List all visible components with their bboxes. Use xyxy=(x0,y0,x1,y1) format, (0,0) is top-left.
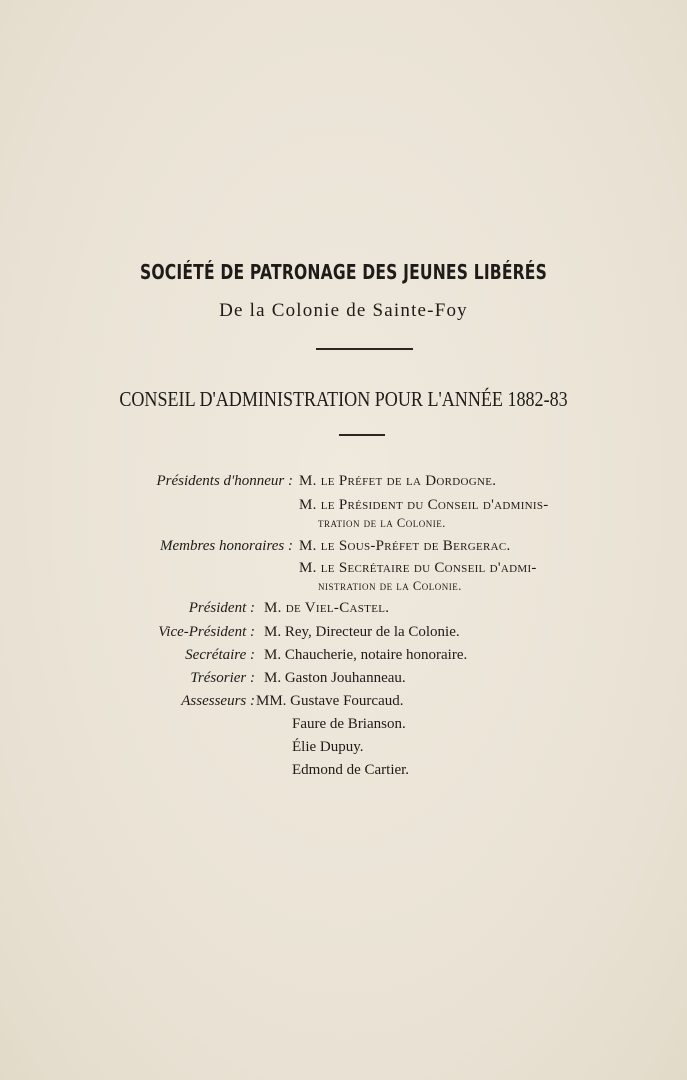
member-entry: Élie Dupuy. xyxy=(292,739,364,755)
member-entry: M. le Secrétaire du Conseil d'admi- xyxy=(299,560,537,576)
member-entry: M. le Président du Conseil d'adminis- xyxy=(299,497,549,513)
role-label-honorary-members: Membres honoraires : xyxy=(159,538,293,554)
member-entry: Faure de Brianson. xyxy=(292,716,406,732)
member-entry: M. le Sous-Préfet de Bergerac. xyxy=(299,538,511,554)
role-label-vice-president: Vice-Président : xyxy=(158,624,255,640)
member-entry: Edmond de Cartier. xyxy=(292,762,410,778)
council-heading: CONSEIL D'ADMINISTRATION POUR L'ANNÉE 1882-83 xyxy=(119,387,568,411)
role-label-president: Président : xyxy=(188,600,255,616)
role-label-treasurer: Trésorier : xyxy=(190,670,255,686)
member-entry-continuation: tration de la Colonie. xyxy=(318,516,446,530)
member-entry: M. de Viel-Castel. xyxy=(264,600,390,616)
society-title: SOCIÉTÉ DE PATRONAGE DES JEUNES LIBÉRÉS xyxy=(139,260,548,284)
member-entry: M. Rey, Directeur de la Colonie. xyxy=(264,624,460,640)
member-entry: MM. Gustave Fourcaud. xyxy=(256,693,404,709)
member-entry: M. Gaston Jouhanneau. xyxy=(264,670,406,686)
role-label-honor-presidents: Présidents d'honneur : xyxy=(156,473,293,489)
member-entry-continuation: nistration de la Colonie. xyxy=(318,579,462,593)
society-subtitle: De la Colonie de Sainte-Foy xyxy=(219,300,468,321)
member-entry: M. Chaucherie, notaire honoraire. xyxy=(264,647,468,663)
role-label-secretary: Secrétaire : xyxy=(185,647,255,663)
member-entry: M. le Préfet de la Dordogne. xyxy=(299,473,497,489)
role-label-assessors: Assesseurs : xyxy=(181,693,255,709)
